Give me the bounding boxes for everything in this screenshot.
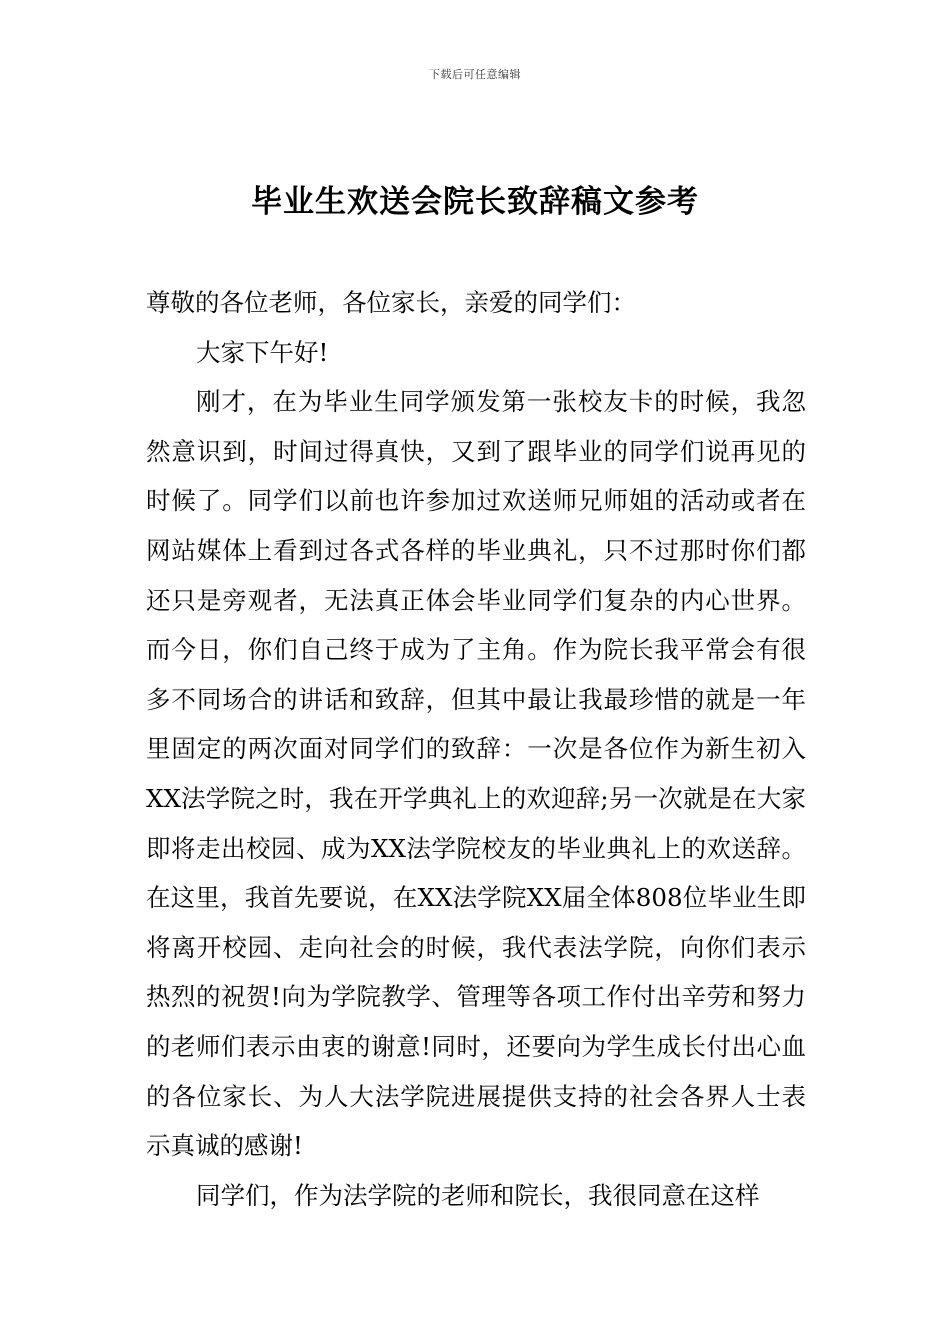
body-paragraph: 刚才，在为毕业生同学颁发第一张校友卡的时候，我忽然意识到，时间过得真快，又到了跟毕业的同学们说再见的时候了。同学们以前也许参加过欢送师兄师姐的活动或者在网站媒体上看到过各式各样的毕业典礼，只不过那时你们都还只是旁观者，无法真正体会毕业同学们复杂的内心世界。而今日，你们自己终于成为了主角。作为院长我平常会有很多不同场合的讲话和致辞，但其中最让我最珍惜的就是一年里固定的两次面对同学们的致辞：一次是各位作为新生初入XX法学院之时，我在开学典礼上的欢迎辞;另一次就是在大家即将走出校园、成为XX法学院校友的毕业典礼上的欢送辞。在这里，我首先要说，在XX法学院XX届全体808位毕业生即将离开校园、走向社会的时候，我代表法学院，向你们表示热烈的祝贺!向为学院教学、管理等各项工作付出辛劳和努力的老师们表示由衷的谢意!同时，还要向为学生成长付出心血的各位家长、为人大法学院进展提供支持的社会各界人士表示真诚的感谢! (146, 387, 806, 1161)
header-note: 下载后可任意编辑 (429, 68, 521, 81)
document-body (146, 278, 806, 1220)
document-title: 毕业生欢送会院长致辞稿文参考 (251, 184, 699, 220)
salutation-paragraph: 尊敬的各位老师，各位家长，亲爱的同学们： (146, 288, 636, 317)
body-paragraph: 同学们，作为法学院的老师和院长，我很同意在这样 (196, 1180, 760, 1210)
greeting-paragraph: 大家下午好! (196, 337, 329, 367)
